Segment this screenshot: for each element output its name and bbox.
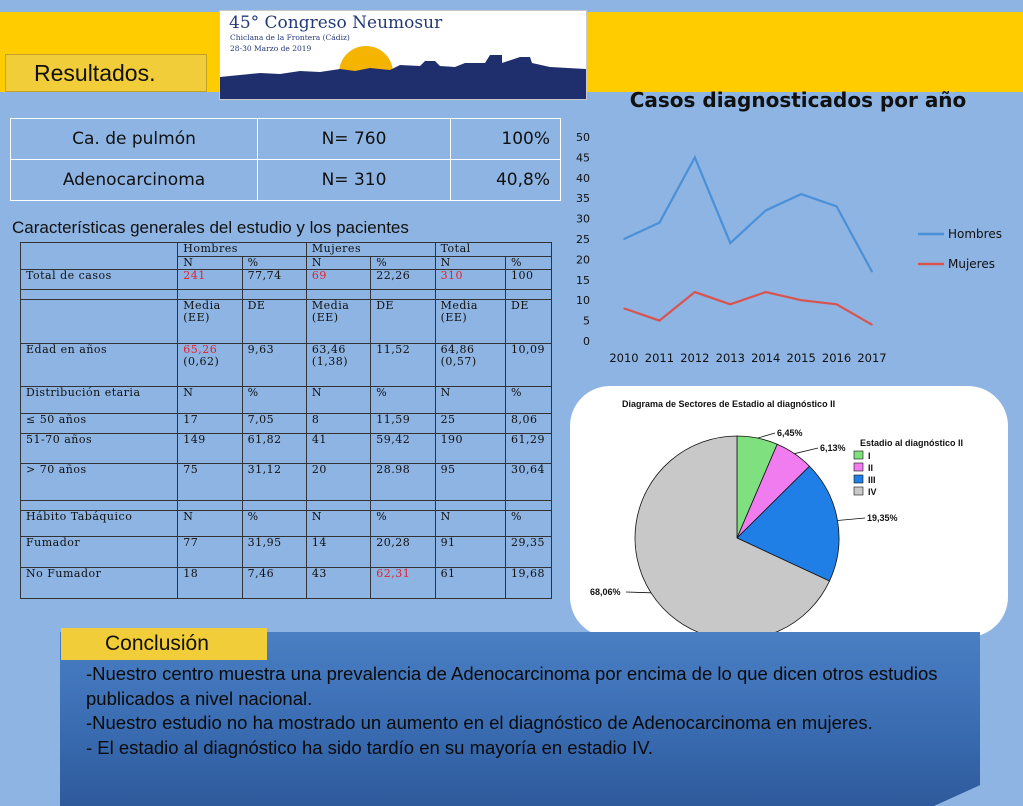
- pie-title: Diagrama de Sectores de Estadio al diagnóstico II: [622, 399, 836, 409]
- congress-logo: [219, 10, 587, 100]
- table-row: [21, 344, 552, 387]
- stats-cell: [21, 290, 178, 300]
- stats-cell: 18: [178, 568, 242, 599]
- stats-cell: [306, 290, 370, 300]
- x-tick-label: 2014: [751, 351, 781, 365]
- y-tick-label: 0: [583, 335, 590, 348]
- stats-cell: DE: [242, 300, 306, 344]
- row-label: Fumador: [21, 537, 178, 568]
- stats-cell: 310: [435, 270, 505, 290]
- row-label: > 70 años: [21, 464, 178, 501]
- stats-cell: N: [306, 387, 370, 414]
- summary-cell: 40,8%: [451, 160, 561, 201]
- y-tick-label: 15: [576, 273, 590, 287]
- conclusion-label: Conclusión: [61, 628, 267, 660]
- summary-cell: Adenocarcinoma: [11, 160, 258, 201]
- y-tick-label: 50: [576, 131, 590, 144]
- data-label: 6,45%: [777, 428, 803, 438]
- patient-stats-table: [20, 242, 552, 599]
- pie-legend-title: Estadio al diagnóstico II: [860, 438, 964, 448]
- stats-cell: [306, 501, 370, 511]
- x-tick-label: 2015: [786, 351, 816, 365]
- x-tick-label: 2017: [857, 351, 887, 365]
- summary-table: [10, 118, 561, 201]
- stats-cell: Media (EE): [435, 300, 505, 344]
- x-tick-label: 2012: [680, 351, 710, 365]
- stats-cell: 77,74: [242, 270, 306, 290]
- age-mean-total: 64,86: [440, 343, 475, 356]
- stats-cell: [435, 501, 505, 511]
- stats-cell: DE: [371, 300, 435, 344]
- stats-cell: 10,09: [506, 344, 552, 387]
- stats-cell: 31,95: [242, 537, 306, 568]
- stats-cell: 20,28: [371, 537, 435, 568]
- group-header: Mujeres: [306, 243, 435, 257]
- stats-cell: 31,12: [242, 464, 306, 501]
- stats-cell: 8,06: [506, 414, 552, 434]
- stats-cell: 11,59: [371, 414, 435, 434]
- label-leader: [626, 592, 651, 593]
- stats-cell: 11,52: [371, 344, 435, 387]
- logo-dates: 28-30 Marzo de 2019: [230, 44, 312, 53]
- stats-cell: 29,35: [506, 537, 552, 568]
- stats-cell: 25: [435, 414, 505, 434]
- data-point: [659, 222, 661, 224]
- conclusion-line: -Nuestro centro muestra una prevalencia de Adenocarcinoma por encima de lo que dicen otros estudios publicados a nivel nacional.: [86, 663, 938, 709]
- data-label: 68,06%: [590, 587, 621, 597]
- data-point: [836, 303, 838, 305]
- stats-cell: [21, 501, 178, 511]
- series-line-hombres: [624, 157, 872, 271]
- table-row: [21, 387, 552, 414]
- stats-cell: N: [435, 511, 505, 537]
- age-se-total: (0,57): [440, 355, 477, 368]
- label-leader: [794, 448, 818, 454]
- y-tick-label: 45: [576, 151, 590, 165]
- data-point: [836, 206, 838, 208]
- table-row: [21, 464, 552, 501]
- legend-label: I: [868, 451, 871, 461]
- stats-cell: [306, 344, 370, 387]
- stats-cell: [435, 344, 505, 387]
- y-tick-label: 35: [576, 192, 590, 206]
- stats-cell: 59,42: [371, 434, 435, 464]
- stats-cell: [506, 290, 552, 300]
- table-row: [21, 537, 552, 568]
- row-label: Hábito Tabáquico: [21, 511, 178, 537]
- label-leader: [837, 518, 865, 521]
- logo-location: Chiclana de la Frontera (Cádiz): [230, 33, 350, 42]
- series-line-mujeres: [624, 292, 872, 325]
- stats-cell: 7,05: [242, 414, 306, 434]
- stats-cell: 43: [306, 568, 370, 599]
- stats-cell: N: [435, 387, 505, 414]
- stats-cell: [371, 501, 435, 511]
- table-row: [21, 414, 552, 434]
- stats-cell: 41: [306, 434, 370, 464]
- legend-label: III: [868, 475, 876, 485]
- line-chart: [566, 120, 1016, 370]
- data-point: [623, 308, 625, 310]
- data-point: [800, 193, 802, 195]
- stats-cell: %: [242, 387, 306, 414]
- table-row: [21, 568, 552, 599]
- y-tick-label: 40: [576, 171, 590, 185]
- data-point: [694, 157, 696, 159]
- table-row: [11, 119, 561, 160]
- y-tick-label: 5: [583, 314, 590, 328]
- legend-swatch: [854, 475, 863, 483]
- row-label: Total de casos: [21, 270, 178, 290]
- table-row: [21, 270, 552, 290]
- stats-cell: 100: [506, 270, 552, 290]
- legend-label: Hombres: [948, 227, 1002, 241]
- data-point: [659, 320, 661, 322]
- row-label: No Fumador: [21, 568, 178, 599]
- legend-label: II: [868, 463, 874, 473]
- pie-chart: [570, 386, 1008, 637]
- data-point: [871, 324, 873, 326]
- data-point: [800, 299, 802, 301]
- stats-cell: 61,82: [242, 434, 306, 464]
- stats-cell: N: [306, 257, 370, 270]
- stats-cell: 30,64: [506, 464, 552, 501]
- line-chart-title: Casos diagnosticados por año: [629, 88, 967, 112]
- stats-cell: N: [178, 257, 242, 270]
- stats-cell: 62,31: [371, 568, 435, 599]
- legend-label: IV: [868, 487, 877, 497]
- conclusion-text: [86, 662, 946, 760]
- x-tick-label: 2016: [821, 351, 852, 365]
- data-point: [623, 238, 625, 240]
- stats-cell: N: [178, 511, 242, 537]
- data-label: 6,13%: [820, 443, 846, 453]
- group-header: Total: [435, 243, 551, 257]
- data-point: [765, 210, 767, 212]
- stats-cell: [178, 344, 242, 387]
- stats-cell: Media (EE): [178, 300, 242, 344]
- stats-cell: 190: [435, 434, 505, 464]
- stats-cell: [435, 290, 505, 300]
- stats-cell: 149: [178, 434, 242, 464]
- stats-cell: [21, 243, 178, 270]
- y-tick-label: 30: [576, 212, 590, 226]
- table-row: [11, 160, 561, 201]
- stats-cell: 61: [435, 568, 505, 599]
- stats-cell: 19,68: [506, 568, 552, 599]
- stats-cell: 14: [306, 537, 370, 568]
- stats-cell: 9,63: [242, 344, 306, 387]
- stats-cell: DE: [506, 300, 552, 344]
- stats-cell: [178, 290, 242, 300]
- stats-cell: 20: [306, 464, 370, 501]
- y-tick-label: 20: [576, 253, 590, 267]
- stats-cell: 69: [306, 270, 370, 290]
- summary-cell: N= 760: [258, 119, 451, 160]
- summary-cell: 100%: [451, 119, 561, 160]
- stats-cell: 22,26: [371, 270, 435, 290]
- stats-cell: 95: [435, 464, 505, 501]
- stats-cell: %: [242, 257, 306, 270]
- conclusion-line: -Nuestro estudio no ha mostrado un aumento en el diagnóstico de Adenocarcinoma en mujeres.: [86, 712, 873, 733]
- stats-cell: 75: [178, 464, 242, 501]
- stats-cell: N: [306, 511, 370, 537]
- stats-cell: [242, 501, 306, 511]
- stats-cell: 77: [178, 537, 242, 568]
- x-tick-label: 2013: [715, 351, 745, 365]
- section-title: Resultados.: [5, 54, 207, 92]
- data-point: [729, 303, 731, 305]
- row-label: 51-70 años: [21, 434, 178, 464]
- stats-cell: [21, 300, 178, 344]
- table-row: [21, 501, 552, 511]
- row-label: Edad en años: [21, 344, 178, 387]
- stats-cell: [371, 290, 435, 300]
- stats-cell: 7,46: [242, 568, 306, 599]
- row-label: Distribución etaria: [21, 387, 178, 414]
- conclusion-line: - El estadio al diagnóstico ha sido tardío en su mayoría en estadio IV.: [86, 736, 653, 758]
- y-tick-label: 10: [576, 294, 590, 308]
- table-row: [21, 300, 552, 344]
- stats-cell: [506, 501, 552, 511]
- data-point: [694, 291, 696, 293]
- stats-cell: %: [506, 387, 552, 414]
- age-se-women: (1,38): [311, 355, 348, 368]
- logo-title: 45° Congreso Neumosur: [229, 13, 443, 33]
- stats-cell: %: [242, 511, 306, 537]
- age-mean-men: 65,26: [183, 343, 218, 356]
- stats-cell: 8: [306, 414, 370, 434]
- data-point: [729, 242, 731, 244]
- x-tick-label: 2011: [644, 351, 675, 365]
- table-row: [21, 434, 552, 464]
- table-row: [21, 243, 552, 257]
- row-label: ≤ 50 años: [21, 414, 178, 434]
- stats-cell: [242, 290, 306, 300]
- stats-cell: 28.98: [371, 464, 435, 501]
- legend-swatch: [854, 451, 863, 459]
- stats-cell: %: [371, 387, 435, 414]
- table-row: [21, 511, 552, 537]
- y-tick-label: 25: [576, 233, 590, 246]
- stats-cell: %: [371, 257, 435, 270]
- legend-swatch: [854, 487, 863, 495]
- stats-cell: Media (EE): [306, 300, 370, 344]
- data-point: [765, 291, 767, 293]
- stats-title: Características generales del estudio y los pacientes: [12, 218, 409, 237]
- stats-cell: 241: [178, 270, 242, 290]
- stats-cell: 17: [178, 414, 242, 434]
- legend-swatch: [854, 463, 863, 471]
- summary-cell: N= 310: [258, 160, 451, 201]
- stats-cell: N: [178, 387, 242, 414]
- age-mean-women: 63,46: [311, 343, 346, 356]
- group-header: Hombres: [178, 243, 307, 257]
- table-row: [21, 290, 552, 300]
- stats-cell: N: [435, 257, 505, 270]
- stats-cell: %: [506, 257, 552, 270]
- age-se-men: (0,62): [183, 355, 220, 368]
- stats-cell: [178, 501, 242, 511]
- stats-cell: 61,29: [506, 434, 552, 464]
- x-tick-label: 2010: [609, 351, 639, 365]
- label-leader: [758, 433, 775, 438]
- stats-cell: %: [506, 511, 552, 537]
- data-point: [871, 271, 873, 273]
- legend-label: Mujeres: [948, 257, 995, 271]
- stats-cell: 91: [435, 537, 505, 568]
- stats-cell: %: [371, 511, 435, 537]
- data-label: 19,35%: [867, 513, 898, 523]
- summary-cell: Ca. de pulmón: [11, 119, 258, 160]
